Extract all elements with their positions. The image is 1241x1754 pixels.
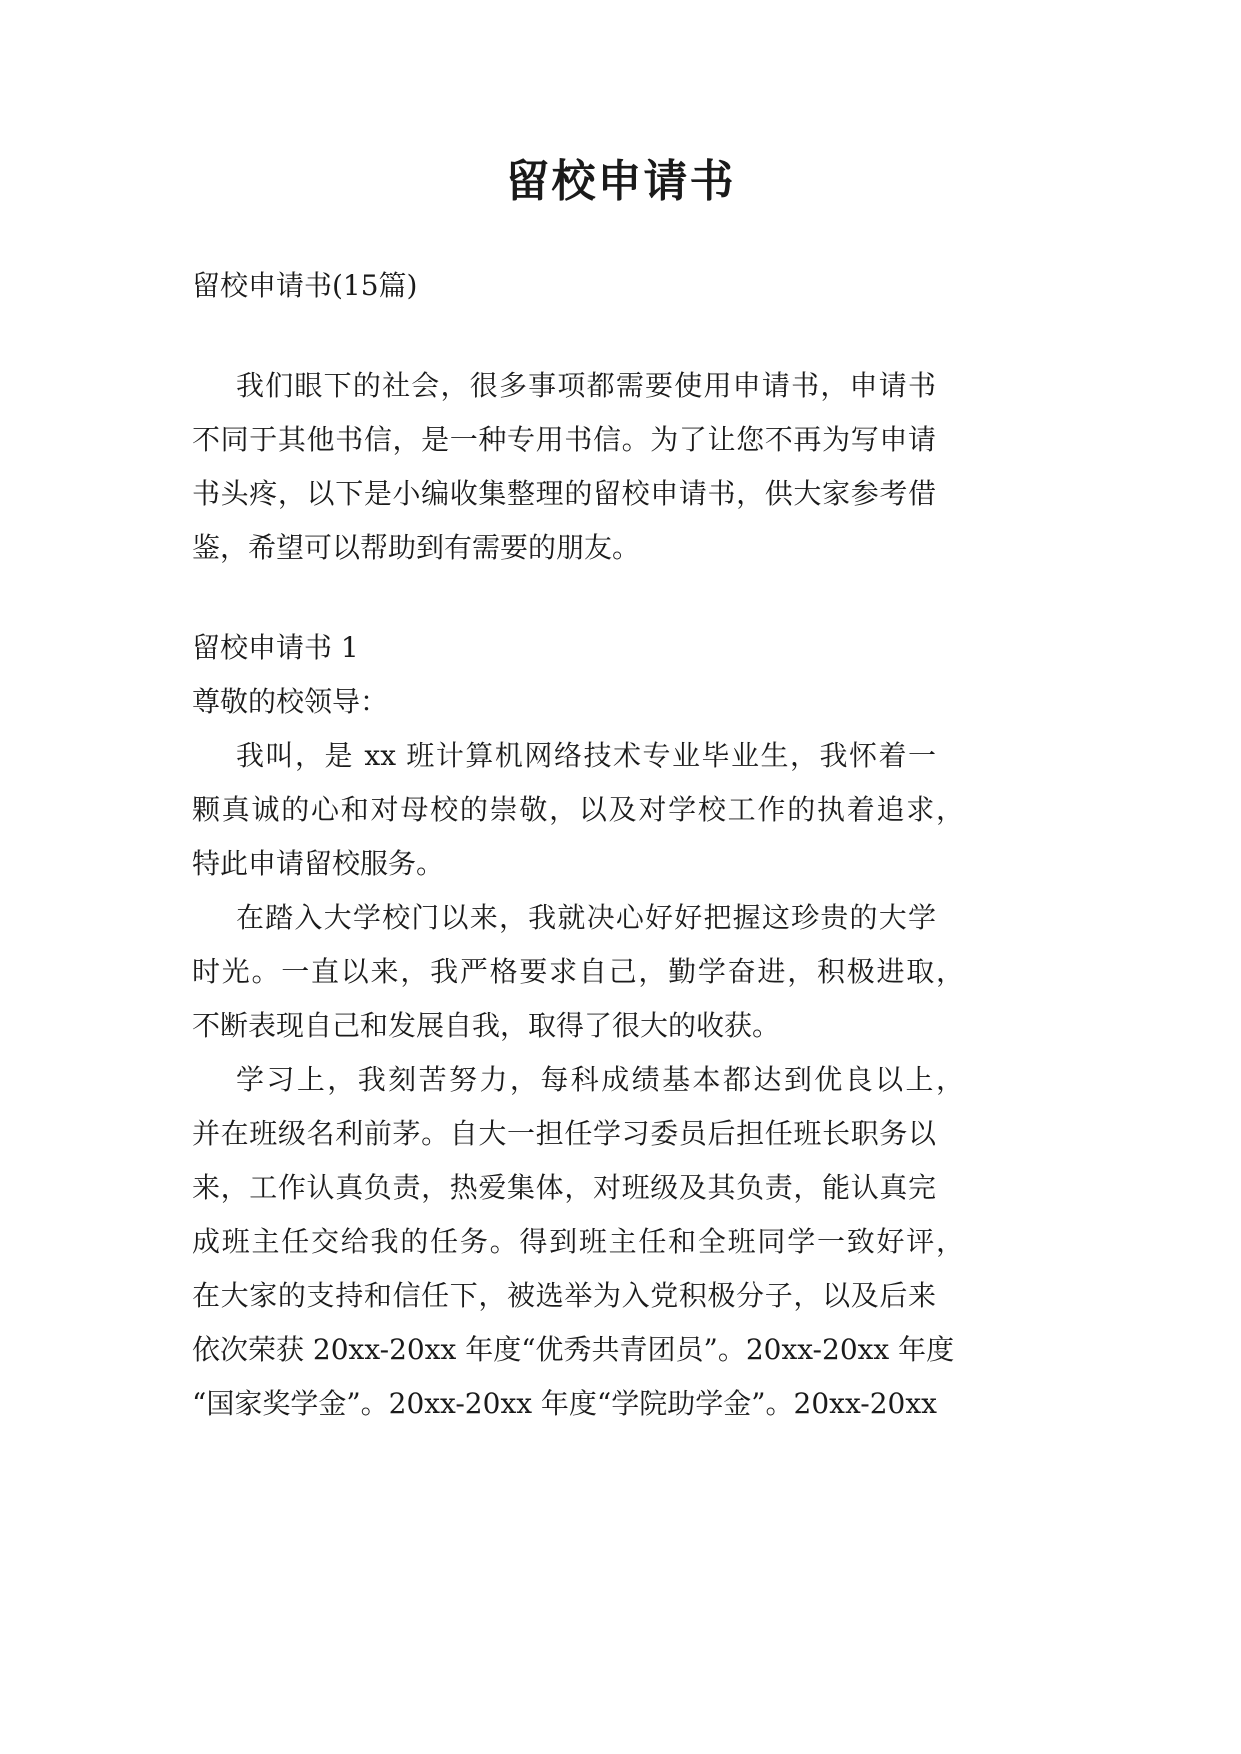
body-line: 成班主任交给我的任务。得到班主任和全班同学一致好评， (192, 1225, 964, 1258)
body-line: 学习上，我刻苦努力，每科成绩基本都达到优良以上， (236, 1063, 964, 1096)
body-line: 不断表现自己和发展自我，取得了很大的收获。 (192, 1009, 781, 1042)
body-line: 特此申请留校服务。 (192, 847, 445, 880)
body-line: 在大家的支持和信任下，被选举为入党积极分子，以及后来 (192, 1279, 936, 1312)
body-line: 颗真诚的心和对母校的崇敬，以及对学校工作的执着追求， (192, 793, 964, 826)
document-subtitle: 留校申请书(15篇) (192, 269, 418, 302)
document-title: 留校申请书 (505, 156, 736, 207)
intro-line: 我们眼下的社会，很多事项都需要使用申请书，申请书 (236, 369, 936, 402)
body-line: 来，工作认真负责，热爱集体，对班级及其负责，能认真完 (192, 1171, 936, 1204)
body-line: 我叫，是 xx 班计算机网络技术专业毕业生，我怀着一 (236, 739, 936, 772)
intro-line: 鉴，希望可以帮助到有需要的朋友。 (192, 531, 641, 564)
intro-line: 书头疼，以下是小编收集整理的留校申请书，供大家参考借 (192, 477, 936, 510)
body-line: 并在班级名利前茅。自大一担任学习委员后担任班长职务以 (192, 1117, 936, 1150)
body-line: 时光。一直以来，我严格要求自己，勤学奋进，积极进取， (192, 955, 964, 988)
salutation: 尊敬的校领导： (192, 685, 389, 718)
body-line: “国家奖学金”。20xx-20xx 年度“学院助学金”。20xx-20xx (192, 1387, 937, 1420)
body-line: 在踏入大学校门以来，我就决心好好把握这珍贵的大学 (236, 901, 936, 934)
body-line: 依次荣获 20xx-20xx 年度“优秀共青团员”。20xx-20xx 年度 (192, 1333, 955, 1366)
intro-line: 不同于其他书信，是一种专用书信。为了让您不再为写申请 (192, 423, 936, 456)
section-heading: 留校申请书 1 (192, 631, 359, 664)
